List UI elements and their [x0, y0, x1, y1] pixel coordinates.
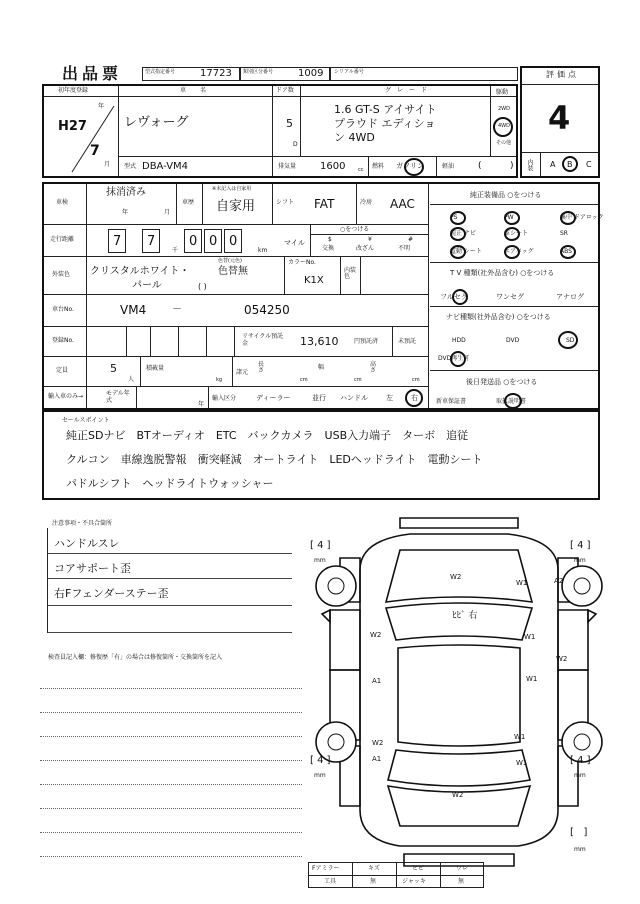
after-manual: 取扱説明書: [496, 398, 527, 405]
dealer: ディーラー: [256, 394, 291, 402]
ac-label: 冷房: [360, 199, 373, 206]
interior-divider: [522, 152, 598, 153]
ac-value: AAC: [390, 197, 415, 211]
navi-sd-circle: [558, 331, 578, 349]
color-change-label: 色替(元色): [218, 258, 242, 264]
option-集中ドアロック: 集中 ドアロック: [560, 214, 604, 221]
spec-sep-c: [272, 184, 273, 224]
mileage-label: 走行距離: [50, 236, 75, 243]
light-oil-label: 軽油: [442, 163, 455, 170]
recycle-unit: 円預託済: [354, 338, 379, 345]
car-name-label: 車名: [180, 87, 221, 94]
doors-label: ドア数: [276, 87, 294, 94]
option-circle: [450, 227, 466, 241]
spec-sep-mile: [310, 224, 311, 256]
options-sep: [428, 184, 429, 408]
spec-sep-a: [176, 184, 177, 224]
sales-line3: パドルシフト ヘッドライトウォッシャー: [66, 477, 274, 490]
inspector-rule: [40, 856, 302, 857]
reg-cell-3: [178, 326, 179, 356]
navi-dvd: DVD: [506, 337, 520, 344]
after-manual-circle: [504, 393, 522, 409]
km-unit: km: [258, 247, 268, 254]
option-circle: [560, 245, 576, 259]
spec-line1: [44, 224, 428, 225]
drive-2wd: 2WD: [498, 106, 510, 112]
option-SR: SR: [560, 230, 568, 237]
reg-cell-5: [234, 326, 235, 356]
grade-line1: 1.6 GT-S アイサイト: [334, 103, 437, 116]
row1-sep2: [272, 86, 273, 156]
tire-rr-depth: [ 4 ]: [570, 755, 591, 766]
row1-sep4: [490, 86, 491, 156]
interior-b-circle: [562, 156, 578, 172]
dvd-play-circle: [450, 351, 466, 367]
shift-label: シフト: [276, 199, 295, 206]
option-circle: [504, 227, 520, 241]
parallel: 並行: [312, 394, 326, 402]
displacement: 1600: [320, 161, 346, 172]
inspection-label: 車検: [56, 199, 69, 206]
opt-line1: [430, 204, 598, 205]
height-cm: cm: [412, 377, 420, 383]
damage-mark: A2: [554, 577, 564, 585]
cc-unit: cc: [358, 167, 364, 173]
option-circle: [450, 211, 466, 225]
mile-label: マイル: [284, 239, 305, 247]
sales-line2: クルコン 車線逸脱警報 衝突軽減 オートライト LEDヘッドライト 電動シート: [66, 453, 483, 466]
spec-line6: [44, 386, 428, 387]
model-cert-no: 17723: [200, 68, 232, 79]
mileage-digit: 7: [113, 234, 122, 249]
reg-cell-4: [206, 326, 207, 356]
reg-slash: [68, 100, 118, 176]
import-sep1: [136, 386, 137, 408]
option-circle: [560, 211, 576, 225]
length-label: 長さ: [258, 361, 265, 374]
legend-h2: キズ: [368, 865, 380, 872]
reg-cell-1: [126, 326, 127, 356]
light-oil-paren-close: ): [510, 161, 514, 171]
color-value2: パール: [132, 280, 162, 291]
score-divider: [522, 84, 598, 85]
import-label: 輸入車のみ→: [48, 393, 84, 400]
inspector-rule: [40, 712, 302, 713]
meter-tamper: 改ざん: [356, 245, 375, 252]
tire-fl-mm: mm: [314, 557, 326, 564]
opt-line4: [430, 370, 598, 371]
history-label: 車歴: [182, 199, 195, 206]
option-革シート: 革シート: [504, 230, 529, 237]
color-paren: ( ): [198, 282, 207, 291]
drive-4wd-circle: [493, 117, 513, 137]
color-change-value: 色替無: [218, 266, 248, 277]
spec-line2: [44, 256, 428, 257]
sales-label: セールスポイント: [62, 417, 110, 424]
light-oil-paren: (: [478, 161, 482, 171]
cap-sep: [140, 356, 141, 386]
row1-sep3: [300, 86, 301, 156]
interior-a: A: [550, 160, 556, 169]
capacity-label: 定員: [56, 367, 69, 374]
spec-sep-intcolor2: [360, 256, 361, 294]
kg-unit: kg: [216, 377, 223, 383]
notes-rule2: [48, 578, 292, 579]
chassis-dash: －: [172, 304, 182, 315]
row1-sep7: [436, 156, 437, 176]
tire-rl-depth: [ 4 ]: [310, 755, 331, 766]
inspector-rule: [40, 784, 302, 785]
option-純正ナビ: 純正 ナビ: [450, 230, 476, 237]
row1-sep1: [118, 86, 119, 176]
width-label: 幅: [318, 364, 325, 371]
legend-h1: Fアミラー: [312, 865, 340, 872]
legend-v3: ジャッキ: [402, 878, 426, 885]
mileage-digit: 0: [229, 234, 238, 249]
car-diagram: [300, 510, 610, 880]
legend-v1: 工具: [324, 878, 337, 885]
length-cm: cm: [300, 377, 308, 383]
damage-mark: W1: [524, 633, 536, 641]
inspector-rule: [40, 808, 302, 809]
notes-line3: 右Fフェンダーステー歪: [54, 587, 169, 600]
legend-sep2: [396, 862, 397, 888]
damage-mark: W2: [450, 573, 462, 581]
legend-sep1: [352, 862, 353, 888]
navi-sd: SD: [566, 337, 575, 344]
tire-fl-depth: [ 4 ]: [310, 540, 331, 551]
tv-oneseg: ワンセグ: [496, 293, 524, 301]
genuine-title: 純正装備品 ○をつける: [470, 191, 542, 199]
legend-v2: 無: [370, 878, 377, 885]
serial-label: シリアル番号: [334, 69, 364, 75]
notes-rule1: [48, 553, 292, 554]
legend-sep3: [440, 862, 441, 888]
inspection-month: 月: [164, 209, 171, 216]
option-PW: PW: [504, 214, 514, 221]
load-label: 積載量: [146, 365, 165, 372]
opt-line3: [430, 306, 598, 307]
inspector-rule: [40, 736, 302, 737]
inspector-rule: [40, 832, 302, 833]
car-name: レヴォーグ: [124, 115, 189, 130]
color-value1: クリスタルホワイト・: [90, 266, 190, 277]
tv-fullseg-circle: [452, 289, 468, 305]
legend-v4: 無: [458, 878, 465, 885]
after-warranty: 新車保証書: [436, 398, 467, 405]
tv-title: T V 種類(社外品含む) ○をつける: [450, 269, 555, 277]
mileage-digit: 0: [189, 234, 198, 249]
spec-sep-intcolor: [340, 256, 341, 294]
tv-analog: アナログ: [556, 293, 584, 301]
tv-fullseg: フルセグ: [440, 293, 468, 301]
row1-lower-line: [118, 156, 516, 157]
option-エアバッグ: エアバッグ: [504, 248, 534, 255]
thousand-unit: 千: [172, 247, 179, 254]
interior-color-label: 内装色: [344, 267, 357, 280]
category-label: 類別区分番号: [243, 69, 274, 75]
option-電動シート: 電動 シート: [450, 248, 482, 255]
reg-year-unit: 年: [98, 103, 105, 110]
navi-title: ナビ種類(社外品含む) ○をつける: [446, 313, 551, 321]
drive-other: その他: [496, 140, 512, 146]
mark-marker-1: $: [328, 236, 332, 243]
damage-mark: A1: [372, 677, 382, 685]
model-cert-label: 型式指定番号: [145, 69, 176, 75]
reg-label: 登録No.: [52, 337, 74, 344]
damage-mark: W2: [370, 631, 382, 639]
legend-h3: ヒビ: [412, 865, 425, 872]
row1-sep6: [368, 156, 369, 176]
mileage-digit: 7: [147, 234, 156, 249]
spec-sep-d: [356, 184, 357, 224]
notes-bracket: [47, 528, 48, 633]
dvd-play: DVD再生可: [438, 355, 470, 362]
model-year-label: モデル年式: [106, 390, 130, 404]
meter-swap: 交換: [322, 245, 335, 252]
interior-c: C: [586, 160, 592, 169]
handle-left: 左: [386, 394, 393, 402]
tire-fr-depth: [ 4 ]: [570, 540, 591, 551]
color-code-label: カラーNo.: [288, 259, 316, 266]
opt-line2: [430, 262, 598, 263]
reg-month: 7: [90, 143, 100, 159]
tire-fr-value: 4: [577, 540, 584, 551]
navi-hdd: HDD: [452, 337, 466, 344]
handle-right-circle: [405, 389, 423, 407]
spec-line5: [44, 356, 428, 357]
option-circle: [504, 211, 520, 225]
door-sub: D: [293, 141, 298, 148]
dims-label: 諸元: [236, 369, 249, 376]
damage-mark: W2: [372, 739, 384, 747]
interior-sep: [540, 152, 541, 176]
notes-label: 注意事項・不具合箇所: [52, 520, 113, 527]
inspector-rule: [40, 760, 302, 761]
spec-line4: [44, 326, 428, 327]
chassis-prefix: VM4: [120, 303, 147, 317]
notes-rule4: [48, 632, 292, 633]
spare-mm: mm: [574, 846, 586, 853]
model-year-unit: 年: [198, 401, 205, 408]
mark-marker-2: ¥: [368, 236, 372, 243]
damage-mark: W2: [556, 655, 568, 663]
fuel-circle: [404, 158, 424, 176]
load-sep: [232, 356, 233, 386]
tire-fl-value: 4: [317, 540, 324, 551]
sales-line1: 純正SDナビ BTオーディオ ETC バックカメラ USB入力端子 ターボ 追従: [66, 429, 469, 442]
score-value: 4: [548, 99, 571, 137]
capacity: 5: [110, 362, 117, 375]
tire-fr-mm: mm: [574, 557, 586, 564]
model-label: 型式: [124, 163, 137, 170]
tire-rl-mm: mm: [314, 772, 326, 779]
damage-mark: A1: [372, 755, 382, 763]
fuel: ガソリン: [396, 162, 424, 170]
tire-rl-value: 4: [317, 755, 324, 766]
width-cm: cm: [354, 377, 362, 383]
chassis-label: 車台No.: [52, 306, 74, 313]
color-label: 外装色: [52, 271, 71, 278]
damage-mark: W2: [452, 791, 464, 799]
import-sep2: [208, 386, 209, 408]
inspection-value: 抹消済み: [106, 187, 146, 198]
spec-label-sep: [86, 184, 87, 408]
hood-note: ﾋﾋﾞ 右: [452, 611, 478, 621]
inspector-rule: [40, 688, 302, 689]
shift-value: FAT: [314, 197, 335, 211]
history-value: 自家用: [216, 199, 256, 214]
damage-mark: W1: [526, 675, 538, 683]
height-label: 高さ: [370, 361, 377, 374]
option-circle: [504, 245, 520, 259]
interior-label: 内装: [526, 159, 533, 171]
damage-mark: W1: [516, 579, 528, 587]
spare-depth: [ ]: [570, 827, 588, 838]
score-label: 評価点: [546, 70, 579, 79]
mark-label: ○をつける: [340, 226, 370, 233]
reg-era: H27: [58, 119, 87, 134]
person-unit: 人: [128, 376, 135, 383]
notes-rule3: [48, 605, 292, 606]
row1-sep5: [272, 156, 273, 176]
category-no: 1009: [298, 68, 324, 79]
notes-line2: コアサポート歪: [54, 562, 131, 575]
history-note: ※未記入は自家用: [212, 186, 252, 192]
reg-month-unit: 月: [104, 161, 111, 168]
damage-mark: W1: [514, 733, 526, 741]
chassis-no: 054250: [244, 303, 290, 317]
recycle-sep: [392, 326, 393, 356]
option-circle: [450, 245, 466, 259]
tire-rr-value: 4: [577, 755, 584, 766]
drive-label: 駆動: [496, 89, 509, 96]
recycle-label: リサイクル預託金: [242, 333, 284, 347]
inspection-year: 年: [122, 209, 129, 216]
spec-line3: [44, 294, 428, 295]
damage-mark: W1: [516, 759, 528, 767]
spec-sep-b: [202, 184, 203, 224]
grade-label: グレード: [385, 87, 434, 94]
handle-right: 右: [411, 394, 418, 402]
spec-sep-color: [284, 256, 285, 294]
grade-line3: ン 4WD: [334, 131, 375, 144]
model: DBA-VM4: [142, 161, 189, 172]
handle-label: ハンドル: [340, 394, 368, 402]
recycle-not: 未預託: [398, 338, 417, 345]
option-ABS: ABS: [560, 248, 572, 255]
color-code: K1X: [304, 275, 324, 286]
doc-title: 出品票: [62, 64, 123, 83]
fuel-label: 燃料: [372, 163, 385, 170]
displacement-label: 排気量: [278, 163, 297, 170]
option-PS: PS: [450, 214, 458, 221]
mileage-digit: 0: [209, 234, 218, 249]
grade-line2: プラウド エディショ: [334, 117, 436, 130]
recycle-value: 13,610: [300, 335, 339, 348]
tire-rr-mm: mm: [574, 772, 586, 779]
doors: 5: [286, 117, 293, 130]
notes-line1: ハンドルスレ: [54, 537, 120, 550]
meter-unknown: 不明: [398, 245, 411, 252]
after-title: 後日発送品 ○をつける: [466, 378, 538, 386]
import-type-label: 輸入区分: [212, 395, 237, 402]
mark-marker-3: #: [408, 236, 414, 243]
interior-b: B: [567, 160, 573, 169]
row1-header-line: [44, 96, 516, 97]
legend-h4: ワレ: [456, 865, 469, 872]
mark-line: [310, 234, 428, 235]
inspector-label: 検査員記入欄：修復歴「有」の場合は修復箇所・交換箇所を記入: [48, 654, 223, 661]
drive-4wd: 4WD: [498, 123, 510, 129]
first-reg-label: 初年度登録: [58, 87, 89, 94]
reg-cell-2: [150, 326, 151, 356]
